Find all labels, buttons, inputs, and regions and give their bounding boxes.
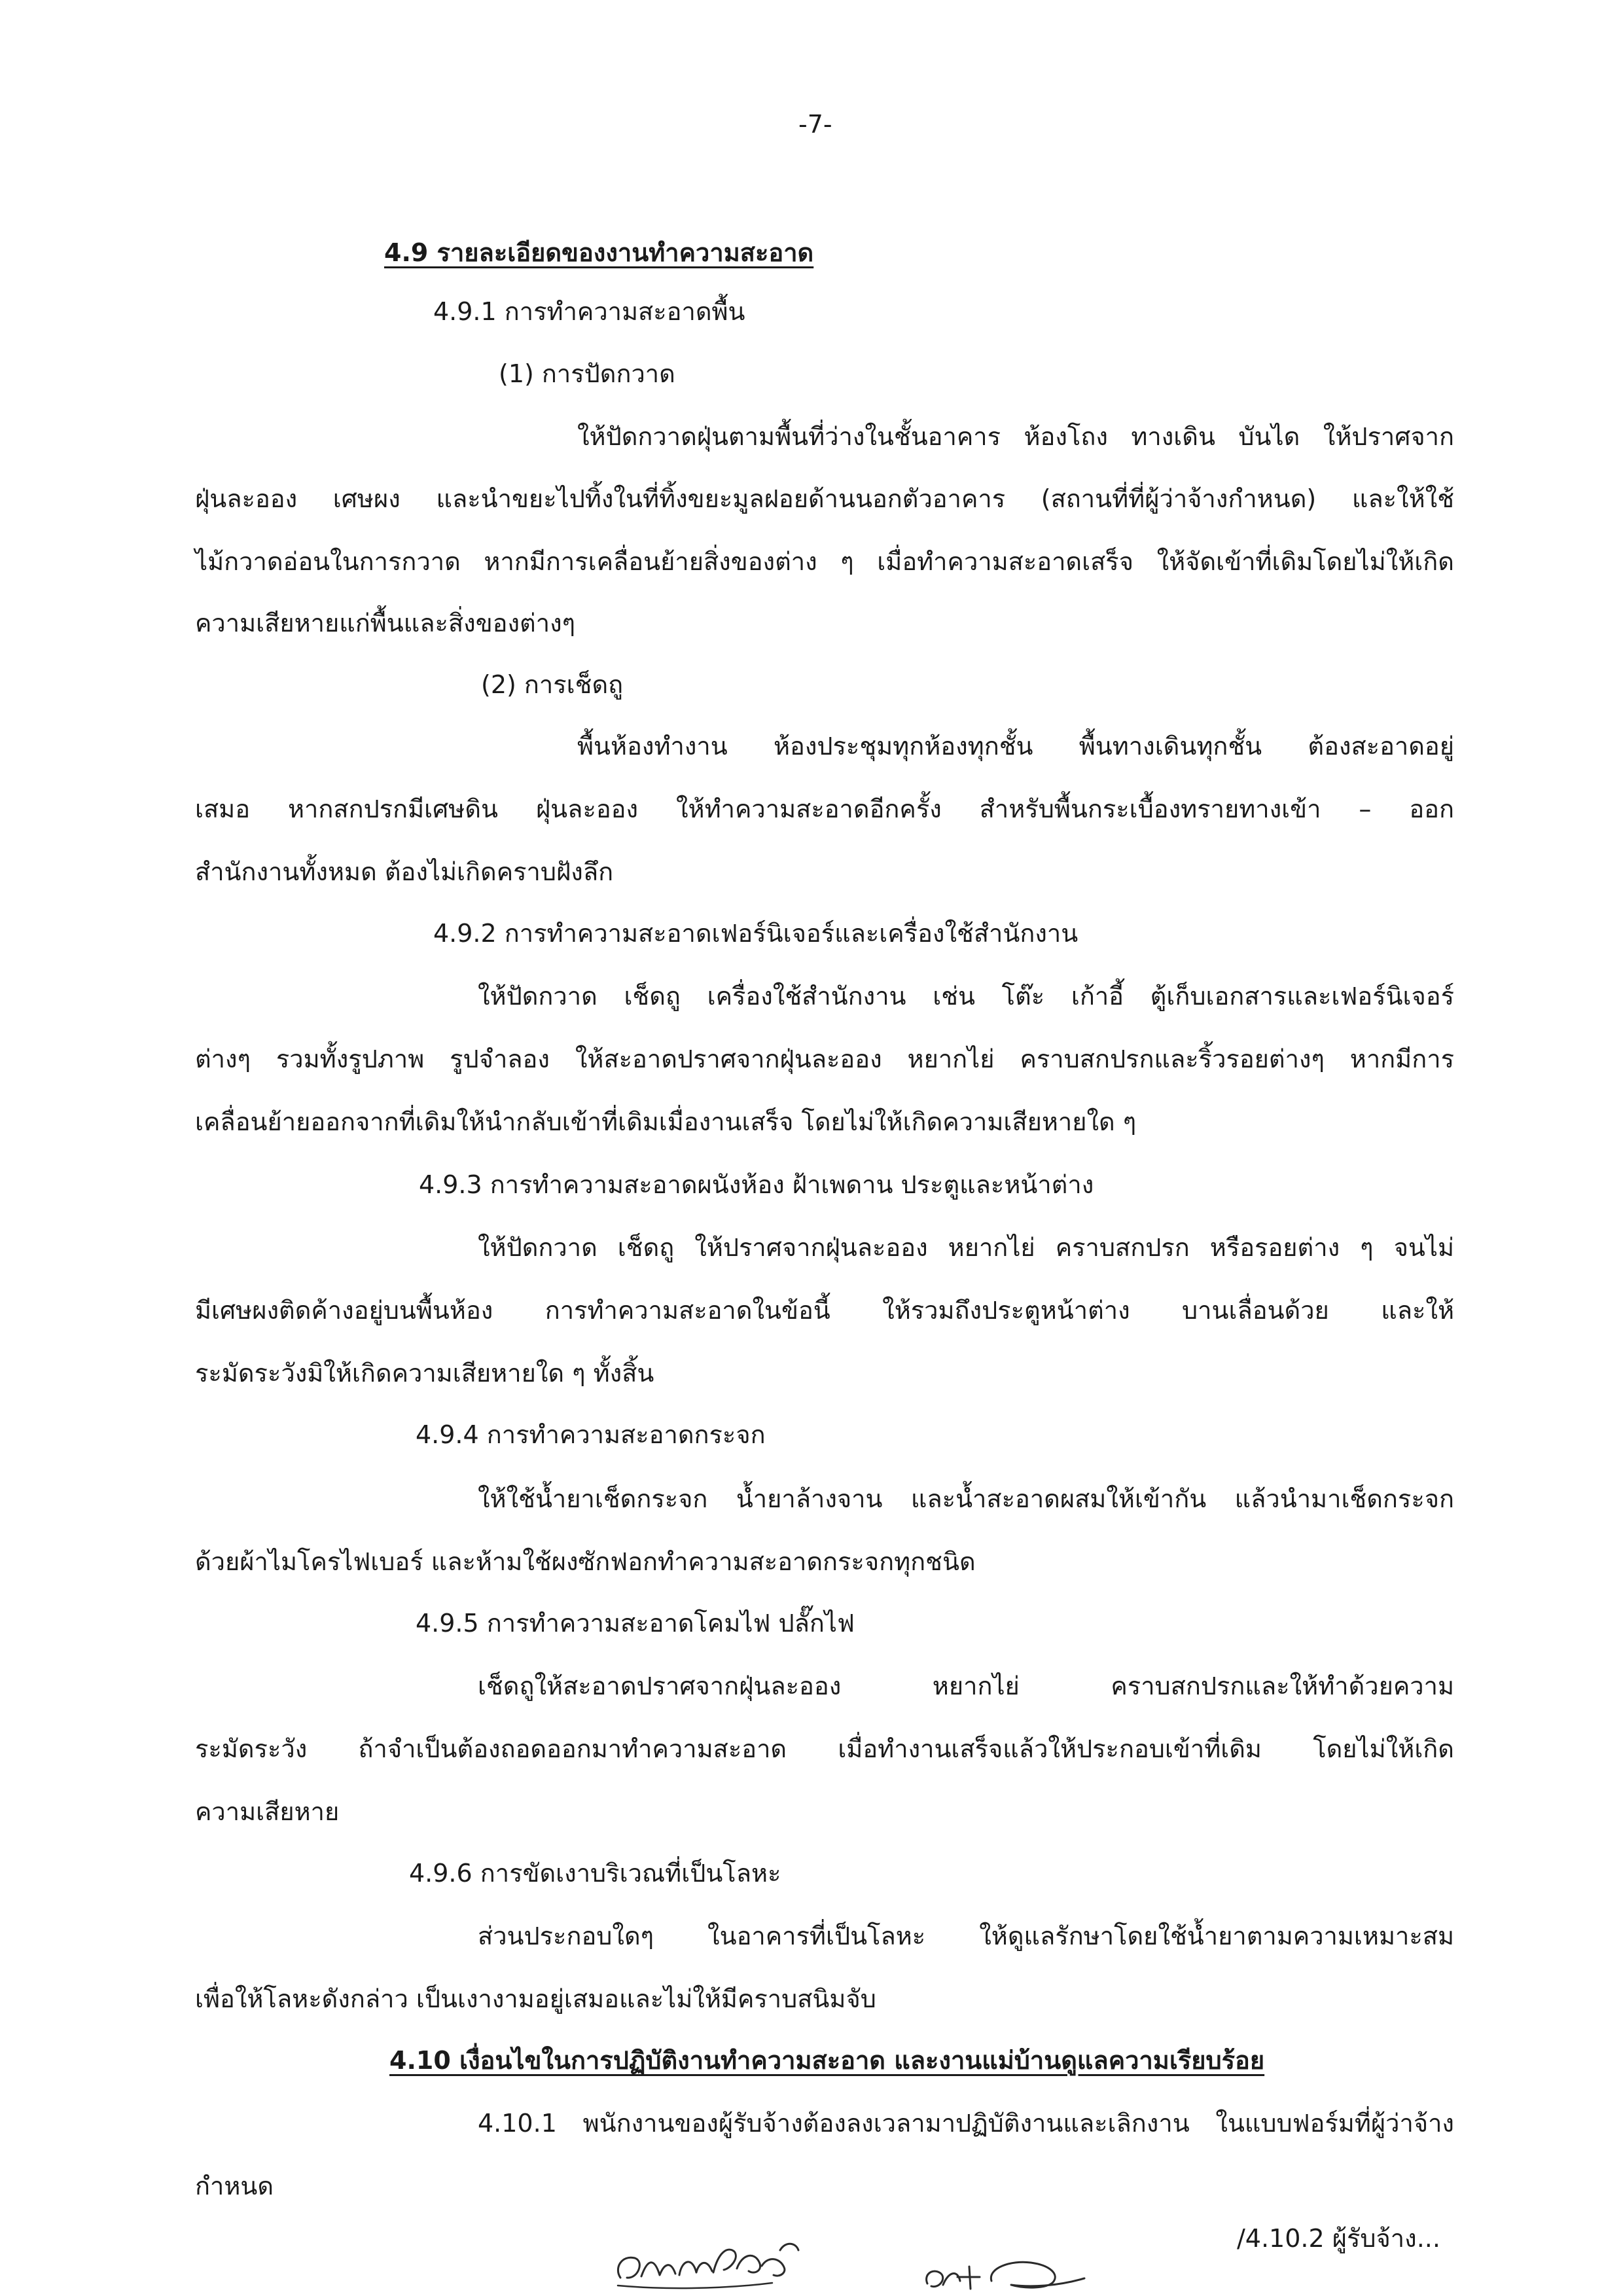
paragraph-line: เสมอ หากสกปรกมีเศษดิน ฝุ่นละออง ให้ทำความสะอาดอีกครั้ง สำหรับพื้นกระเบื้องทรายทางเข้า – ออก <box>195 795 1454 823</box>
subsection-title-4-9-2: 4.9.2 การทำความสะอาดเฟอร์นิเจอร์และเครื่องใช้สำนักงาน <box>433 919 1079 948</box>
item-title-mopping: (2) การเช็ดถู <box>481 670 624 699</box>
paragraph-line: ระมัดระวังมิให้เกิดความเสียหายใด ๆ ทั้งสิ้น <box>195 1359 654 1388</box>
signature-1 <box>609 2232 812 2294</box>
paragraph-line: มีเศษผงติดค้างอยู่บนพื้นห้อง การทำความสะอาดในข้อนี้ ให้รวมถึงประตูหน้าต่าง บานเลื่อนด้วย และให้ <box>195 1296 1454 1325</box>
signature-2 <box>919 2255 1103 2295</box>
paragraph-line: ระมัดระวัง ถ้าจำเป็นต้องถอดออกมาทำความสะอาด เมื่อทำงานเสร็จแล้วให้ประกอบเข้าที่เดิม โดยไม่ให้เกิด <box>195 1734 1454 1763</box>
paragraph-line: เช็ดถูให้สะอาดปราศจากฝุ่นละออง หยากไย่ คราบสกปรกและให้ทำด้วยความ <box>478 1672 1454 1700</box>
paragraph-line: ความเสียหายแก่พื้นและสิ่งของต่างๆ <box>195 609 576 637</box>
subsection-title-4-9-4: 4.9.4 การทำความสะอาดกระจก <box>416 1420 766 1449</box>
paragraph-line: ความเสียหาย <box>195 1797 340 1826</box>
paragraph-line: เคลื่อนย้ายออกจากที่เดิมให้นำกลับเข้าที่เดิมเมื่องานเสร็จ โดยไม่ให้เกิดความเสียหายใด ๆ <box>195 1107 1137 1136</box>
paragraph-line: ไม้กวาดอ่อนในการกวาด หากมีการเคลื่อนย้ายสิ่งของต่าง ๆ เมื่อทำความสะอาดเสร็จ ให้จัดเข้าที่เดิมโดยไม่ให้เกิด <box>195 547 1454 576</box>
paragraph-line: ด้วยผ้าไมโครไฟเบอร์ และห้ามใช้ผงซักฟอกทำความสะอาดกระจกทุกชนิด <box>195 1547 976 1576</box>
item-title-sweeping: (1) การปัดกวาด <box>499 359 675 388</box>
continuation-note: /4.10.2 ผู้รับจ้าง... <box>1237 2224 1440 2253</box>
subsection-title-4-9-3: 4.9.3 การทำความสะอาดผนังห้อง ฝ้าเพดาน ประตูและหน้าต่าง <box>419 1170 1094 1199</box>
paragraph-line: 4.10.1 พนักงานของผู้รับจ้างต้องลงเวลามาปฏิบัติงานและเลิกงาน ในแบบฟอร์มที่ผู้ว่าจ้าง <box>478 2109 1454 2138</box>
paragraph-line: ให้ใช้น้ำยาเช็ดกระจก น้ำยาล้างจาน และน้ำสะอาดผสมให้เข้ากัน แล้วนำมาเช็ดกระจก <box>478 1484 1454 1513</box>
paragraph-line: เพื่อให้โลหะดังกล่าว เป็นเงางามอยู่เสมอและไม่ให้มีคราบสนิมจับ <box>195 1984 876 2013</box>
section-heading-4-9: 4.9 รายละเอียดของงานทำความสะอาด <box>384 238 814 267</box>
paragraph-line: ต่างๆ รวมทั้งรูปภาพ รูปจำลอง ให้สะอาดปราศจากฝุ่นละออง หยากไย่ คราบสกปรกและริ้วรอยต่างๆ หากมีการ <box>195 1045 1454 1073</box>
paragraph-line: ให้ปัดกวาด เช็ดถู เครื่องใช้สำนักงาน เช่น โต๊ะ เก้าอี้ ตู้เก็บเอกสารและเฟอร์นิเจอร์ <box>478 982 1454 1011</box>
subsection-title-4-9-5: 4.9.5 การทำความสะอาดโคมไฟ ปลั๊กไฟ <box>416 1609 855 1638</box>
paragraph-line: ส่วนประกอบใดๆ ในอาคารที่เป็นโลหะ ให้ดูแลรักษาโดยใช้น้ำยาตามความเหมาะสม <box>478 1922 1454 1950</box>
section-heading-4-10: 4.10 เงื่อนไขในการปฏิบัติงานทำความสะอาด และงานแม่บ้านดูแลความเรียบร้อย <box>389 2046 1265 2075</box>
paragraph-line: ฝุ่นละออง เศษผง และนำขยะไปทิ้งในที่ทิ้งขยะมูลฝอยด้านนอกตัวอาคาร (สถานที่ที่ผู้ว่าจ้างกำหนด) และให้ใช้ <box>195 484 1454 513</box>
subsection-title-4-9-1: 4.9.1 การทำความสะอาดพื้น <box>433 297 745 326</box>
paragraph-line: พื้นห้องทำงาน ห้องประชุมทุกห้องทุกชั้น พื้นทางเดินทุกชั้น ต้องสะอาดอยู่ <box>577 732 1454 761</box>
handwritten-signature-2-icon <box>919 2255 1103 2295</box>
paragraph-line: กำหนด <box>195 2172 274 2200</box>
paragraph-line: ให้ปัดกวาด เช็ดถู ให้ปราศจากฝุ่นละออง หยากไย่ คราบสกปรก หรือรอยต่าง ๆ จนไม่ <box>478 1233 1454 1262</box>
page-number: -7- <box>798 110 832 139</box>
handwritten-signature-1-icon <box>609 2232 812 2294</box>
subsection-title-4-9-6: 4.9.6 การขัดเงาบริเวณที่เป็นโลหะ <box>409 1859 781 1888</box>
paragraph-line: สำนักงานทั้งหมด ต้องไม่เกิดคราบฝังลึก <box>195 857 614 886</box>
paragraph-line: ให้ปัดกวาดฝุ่นตามพื้นที่ว่างในชั้นอาคาร ห้องโถง ทางเดิน บันได ให้ปราศจาก <box>577 422 1454 451</box>
